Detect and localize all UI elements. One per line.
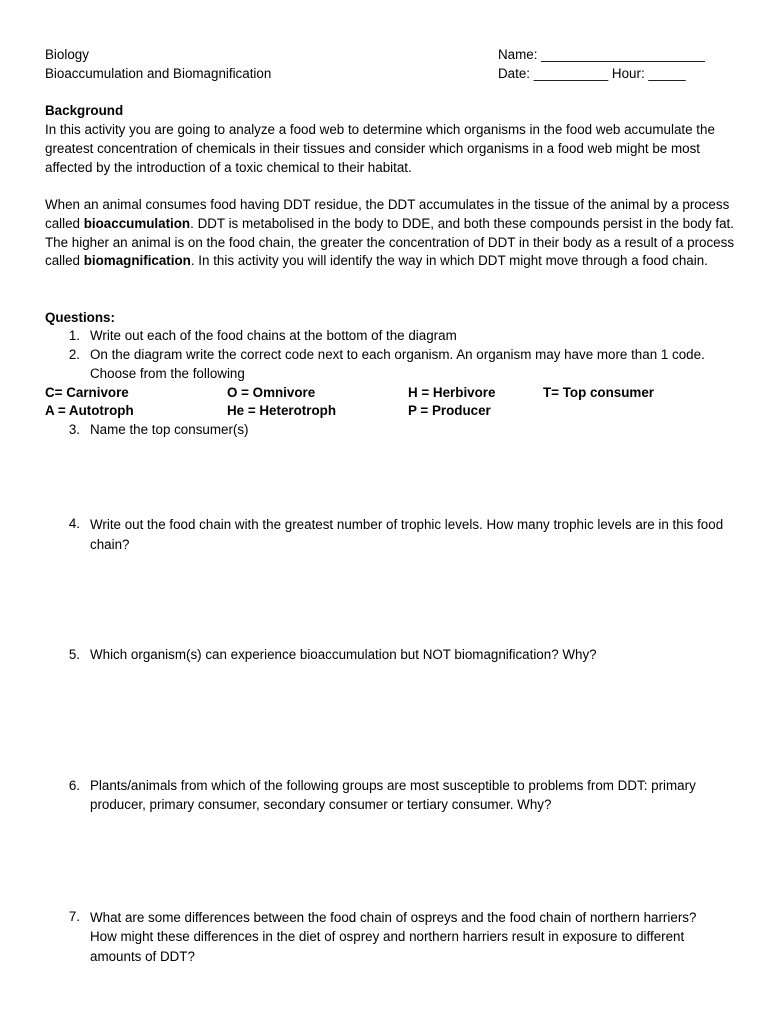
paragraph-2-text-a: When an animal consumes food having DDT residue, the DDT accumulates in the tissue of the animal by a process called <box>45 197 730 231</box>
code-autotroph: A = Autotroph <box>45 403 134 418</box>
code-omnivore: O = Omnivore <box>227 385 316 400</box>
worksheet-title: Bioaccumulation and Biomagnification <box>45 66 272 81</box>
question-number: 3. <box>68 422 80 437</box>
question-text: What are some differences between the food chain of ospreys and the food chain of northern harriers? How might these differences in the diet of osprey and northern harriers result in exposure to different amounts of DDT? <box>90 910 697 964</box>
question-text: Name the top consumer(s) <box>90 422 249 437</box>
question-text: Write out each of the food chains at the bottom of the diagram <box>90 328 457 343</box>
code-producer: P = Producer <box>408 403 491 418</box>
question-number: 7. <box>68 909 80 924</box>
question-number: 1. <box>68 328 80 343</box>
question-number: 4. <box>68 516 80 531</box>
question-text: Which organism(s) can experience bioaccumulation but NOT biomagnification? Why? <box>90 647 597 662</box>
date-hour-field: Date: __________ Hour: _____ <box>498 66 686 81</box>
background-paragraph-2 <box>45 196 735 271</box>
background-paragraph-1: In this activity you are going to analyze a food web to determine which organisms in the food web accumulate the greatest concentration of chemicals in their tissues and consider which organisms in a food web might be most affected by the introduction of a toxic chemical to their habitat. <box>45 122 715 175</box>
code-herbivore: H = Herbivore <box>408 385 496 400</box>
term-biomagnification: biomagnification <box>83 253 191 269</box>
question-text: On the diagram write the correct code next to each organism. An organism may have more than 1 code. Choose from the following <box>90 347 705 381</box>
question-text: Plants/animals from which of the following groups are most susceptible to problems from DDT: primary producer, primary consumer, secondary consumer or tertiary consumer. Why? <box>90 778 696 812</box>
question-number: 2. <box>68 347 80 362</box>
question-number: 5. <box>68 647 80 662</box>
question-text: Write out the food chain with the greatest number of trophic levels. How many trophic levels are in this food chain? <box>90 517 724 552</box>
paragraph-2-text-b: . DDT is metabolised in the body to DDE, and both these compounds persist in the body fat. The higher an animal is on the food chain, the greater the concentration of DDT in their body as a result of a process called <box>45 215 735 269</box>
background-heading: Background <box>45 103 124 118</box>
code-heterotroph: He = Heterotroph <box>227 403 337 418</box>
questions-heading: Questions: <box>45 310 115 325</box>
code-carnivore: C= Carnivore <box>45 385 129 400</box>
term-bioaccumulation: bioaccumulation <box>83 215 191 231</box>
course-label: Biology <box>45 47 89 62</box>
question-number: 6. <box>68 778 80 793</box>
paragraph-2-text-c: . In this activity you will identify the way in which DDT might move through a food chain. <box>190 253 708 269</box>
name-field: Name: ______________________ <box>498 47 705 62</box>
code-top-consumer: T= Top consumer <box>543 385 654 400</box>
